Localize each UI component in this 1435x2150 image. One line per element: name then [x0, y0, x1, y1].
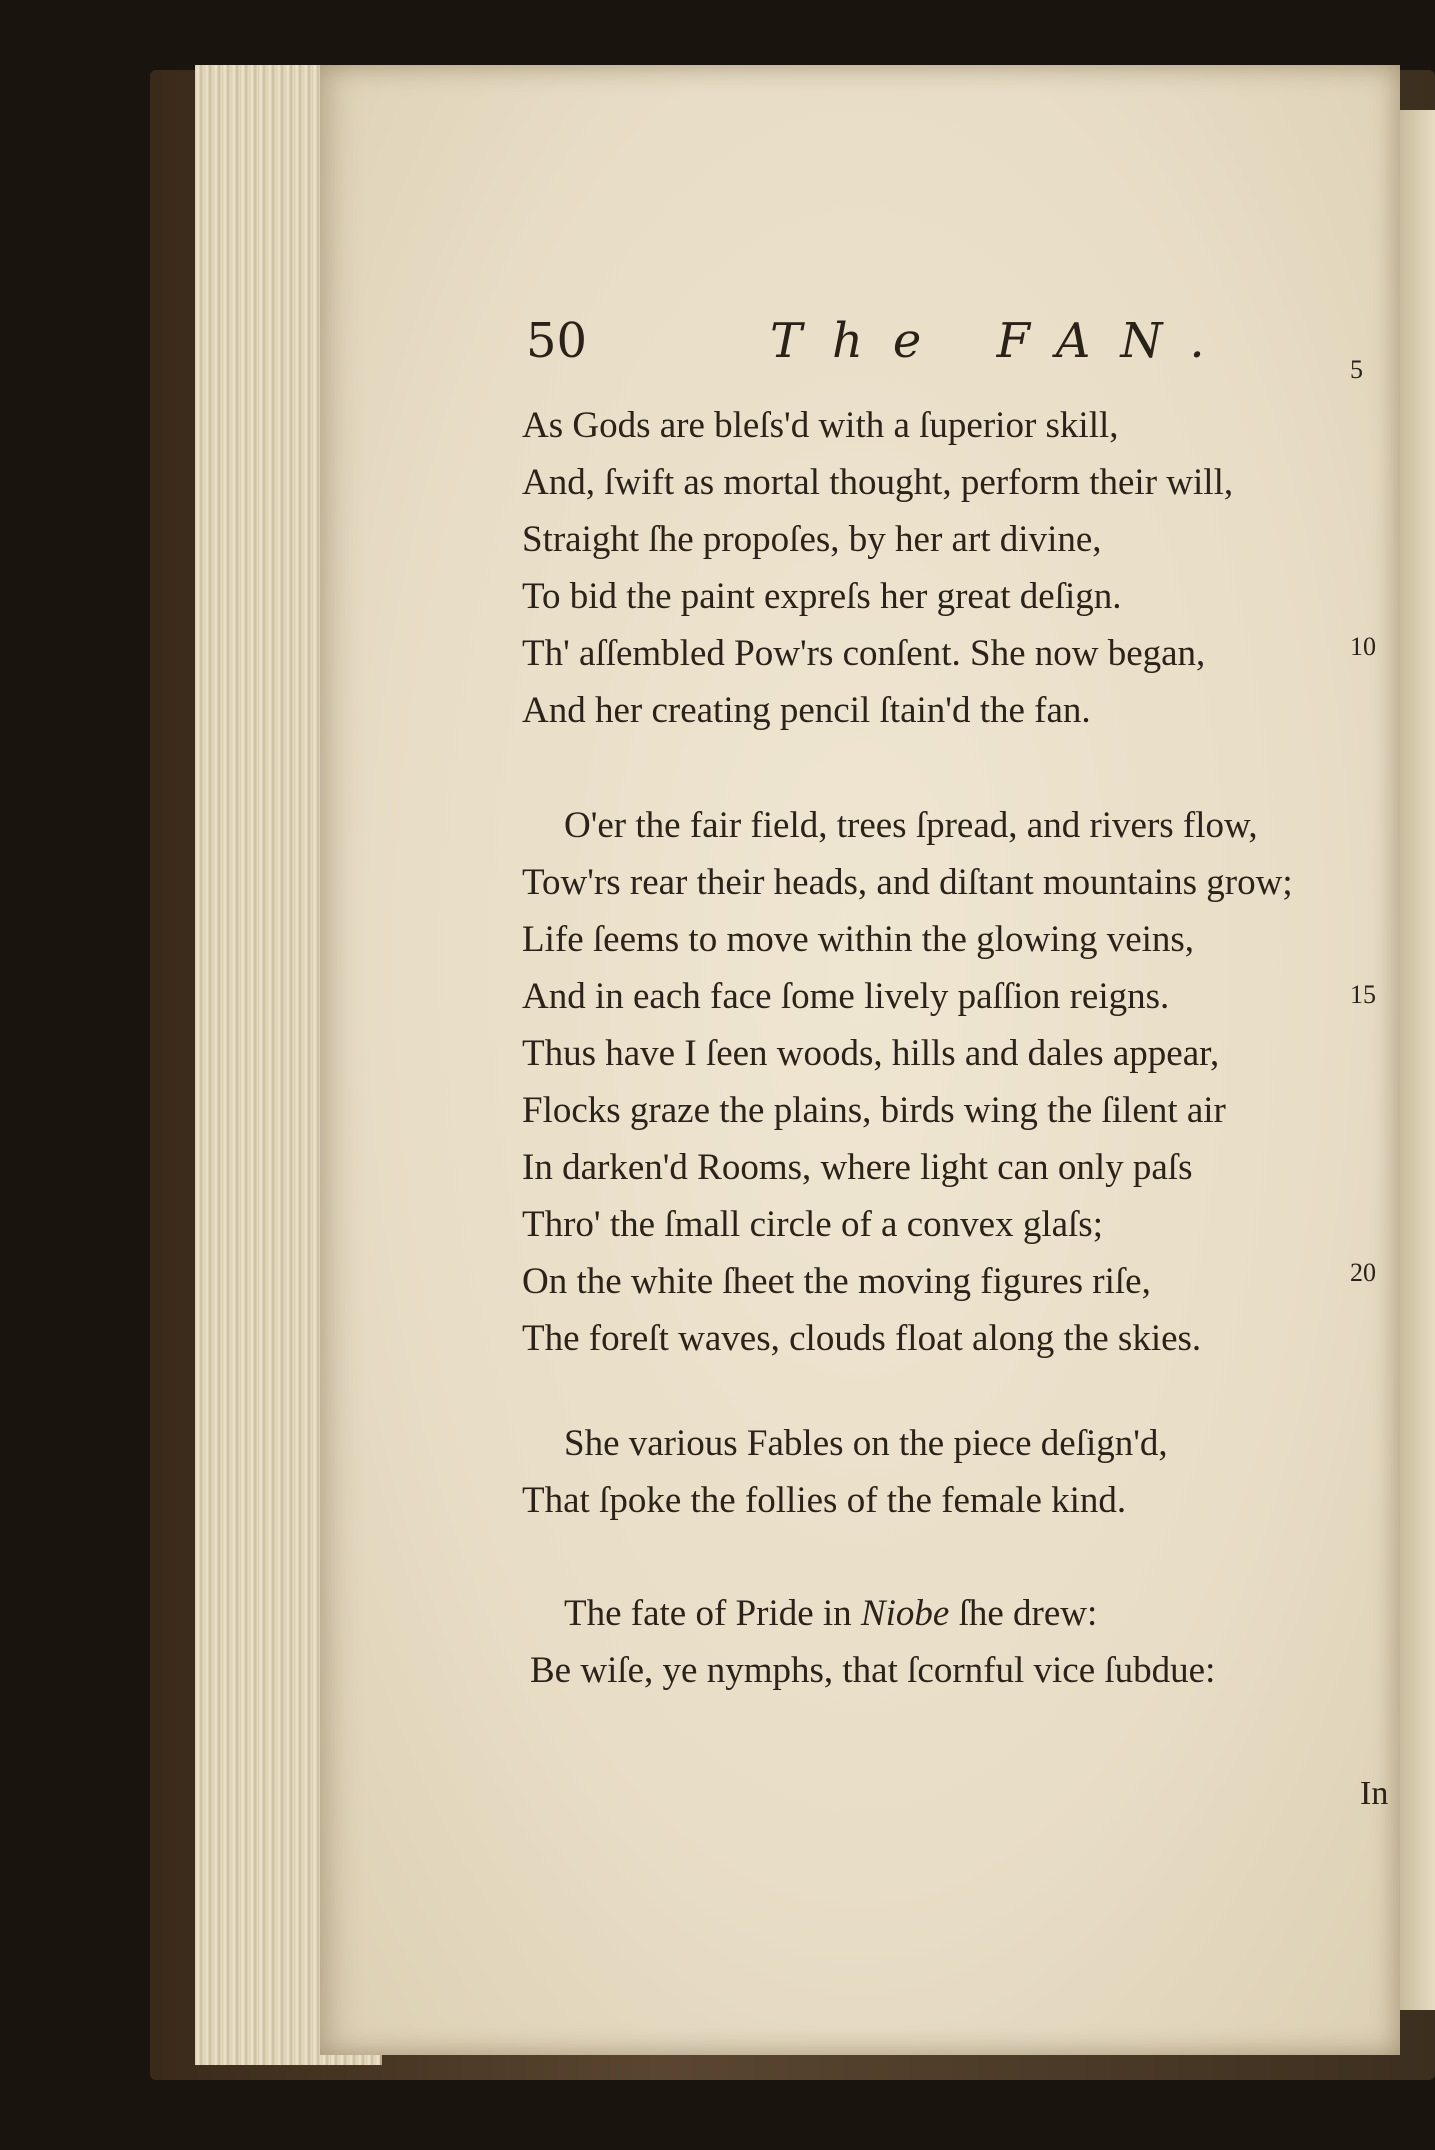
verse-line: Th' aſſembled Pow'rs conſent. She now began,	[522, 633, 1206, 674]
line-number: 10	[1350, 632, 1376, 661]
verse-line: Be wiſe, ye nymphs, that ſcornful vice ſubdue:	[530, 1650, 1216, 1691]
verse-line: Thro' the ſmall circle of a convex glaſs;	[522, 1204, 1103, 1245]
verse-line: Flocks graze the plains, birds wing the ſilent air	[522, 1090, 1226, 1131]
verse-line: Tow'rs rear their heads, and diſtant mountains grow;	[522, 862, 1293, 903]
verse-line: And her creating pencil ſtain'd the fan.	[522, 690, 1091, 731]
verse-line: To bid the paint expreſs her great deſign.	[522, 576, 1122, 617]
line-number: 20	[1350, 1258, 1376, 1287]
line-number: 15	[1350, 980, 1376, 1009]
italic-name: Niobe	[860, 1593, 950, 1634]
verse-line: That ſpoke the follies of the female kind.	[522, 1480, 1127, 1521]
verse-line: The foreſt waves, clouds float along the skies.	[522, 1318, 1202, 1359]
verse-line: And in each face ſome lively paſſion reigns.	[522, 976, 1170, 1017]
stanza-2	[522, 797, 1293, 1367]
page-number: 50	[526, 313, 588, 369]
verse-line: Life ſeems to move within the glowing veins,	[522, 919, 1195, 960]
book-page	[320, 65, 1400, 2055]
verse-line: And, ſwift as mortal thought, perform their will,	[522, 462, 1234, 503]
facing-page-edge	[1400, 110, 1435, 2010]
verse-line: She various Fables on the piece deſign'd,	[564, 1423, 1168, 1464]
verse-line: The fate of Pride in Niobe ſhe drew:	[564, 1593, 1098, 1634]
verse-line: Thus have I ſeen woods, hills and dales appear,	[522, 1033, 1220, 1074]
verse-line: In darken'd Rooms, where light can only paſs	[522, 1147, 1193, 1188]
verse-line: On the white ſheet the moving figures riſe,	[522, 1261, 1151, 1302]
line-number: 5	[1350, 355, 1363, 384]
running-title: The FAN.	[770, 313, 1235, 369]
stanza-4	[522, 1585, 1282, 1699]
stanza-1	[522, 397, 1282, 739]
verse-line: O'er the fair field, trees ſpread, and rivers flow,	[564, 805, 1258, 846]
verse-line: Straight ſhe propoſes, by her art divine,	[522, 519, 1102, 560]
catchword: In	[1360, 1775, 1389, 1812]
verse-line: As Gods are bleſs'd with a ſuperior skill,	[522, 405, 1119, 446]
stanza-3	[522, 1415, 1282, 1529]
page-header	[320, 313, 1400, 383]
